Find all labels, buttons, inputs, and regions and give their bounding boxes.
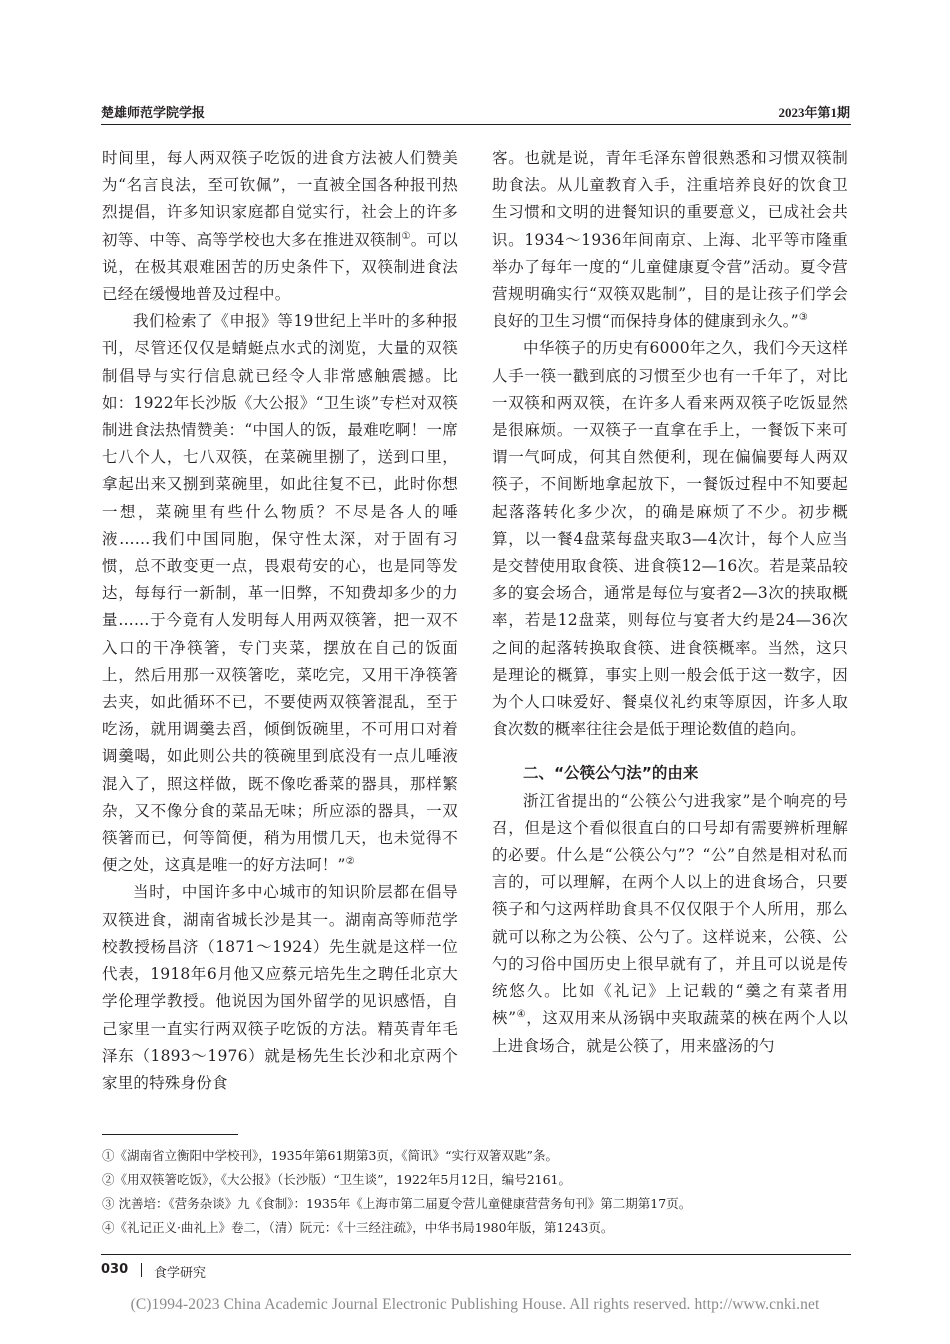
running-header-issue: 2023年第1期	[778, 105, 850, 120]
footnote-ref[interactable]: ①	[401, 230, 411, 242]
footnote-item: ③ 沈善培：《营务杂谈》九《食制》：1935年《上海市第二届夏令营儿童健康营营务旬刊》第二期第17页。	[102, 1196, 692, 1211]
paragraph	[102, 308, 458, 879]
left-column	[102, 145, 458, 1097]
copyright-watermark: (C)1994-2023 China Academic Journal Electronic Publishing House. All rights reserved. http://www.cnki.net	[130, 1296, 820, 1313]
journal-section-label: 食学研究	[154, 1266, 207, 1281]
footnote-ref[interactable]: ④	[516, 1009, 527, 1021]
page-number: 030	[101, 1262, 129, 1277]
paragraph-text: 客。也就是说，青年毛泽东曾很熟悉和习惯双筷制助食法。从儿童教育入手，注重培养良好的饮食卫生习惯和文明的进餐知识的重要意义，已成社会共识。1934～1936年间南京、上海、北平等市隆重举办了每年一度的“儿童健康夏令营”活动。夏令营营规明确实行“双筷双匙制”，目的是让孩子们学会良好的卫生习惯“而保持身体的健康到永久。”	[492, 149, 848, 331]
footer-rule	[101, 1254, 851, 1255]
paragraph-text: 我们检索了《申报》等19世纪上半叶的多种报刊，尽管还仅仅是蜻蜓点水式的浏览，大量的双筷制倡导与实行信息就已经令人非常感触震撼。比如：1922年长沙版《大公报》“卫生谈”专栏对双筷制进食法热情赞美：“中国人的饭，最难吃啊！一席七八个人，七八双筷，在菜碗里捌了，送到口里，拿起出来又捌到菜碗里，如此往复不已，此时你想一想，菜碗里有些什么物质？不尽是各人的唾液……我们中国同胞，保守性太深，对于固有习惯，总不敢变更一点，畏艰苟安的心，也是同等发达，每每行一新制，革一旧弊，不知费却多少的力量……于今竟有人发明每人用两双筷箸，把一双不入口的干净筷箸，专门夹菜，摆放在自己的饭面上，然后用那一双筷箸吃，菜吃完，又用干净筷箸去夹，如此循环不已，不要使两双筷箸混乱，至于吃汤，就用调羹去舀，倾倒饭碗里，不可用口对着调羹喝，如此则公共的筷碗里到底没有一点儿唾液混入了，照这样做，既不像吃番菜的器具，那样繁杂，又不像分食的菜品无味；所应添的器具，一双筷箸而已，何等简便，稍为用惯几天，也未觉得不便之处，这真是唯一的好方法呵！”	[102, 312, 458, 875]
running-header-journal: 楚雄师范学院学报	[101, 106, 206, 121]
footer-separator	[141, 1263, 142, 1277]
header-rule	[101, 124, 851, 125]
paragraph: 中华筷子的历史有6000年之久，我们今天这样人手一筷一戳到底的习惯至少也有一千年了，对比一双筷和两双筷，在许多人看来两双筷子吃饭显然是很麻烦。一双筷子一直拿在手上，一餐饭下来可谓一气呵成，何其自然便利，现在偏偏要每人两双筷子，不间断地拿起放下，一餐饭过程中不知要起起落落转化多少次，的确是麻烦了不少。初步概算，以一餐4盘菜每盘夹取3—4次计，每个人应当是交替使用取食筷、进食筷12—16次。若是菜品较多的宴会场合，通常是每位与宴者2—3次的挟取概率，若是12盘菜，则每位与宴者大约是24—36次之间的起落转换取食筷、进食筷概率。当然，这只是理论的概算，事实上则一般会低于这一数字，因为个人口味爱好、餐桌仪礼约束等原因，许多人取食次数的概率往往会是低于理论数值的趋向。	[492, 339, 848, 739]
footnote-ref[interactable]: ③	[798, 312, 808, 324]
paragraph-text: 时间里，每人两双筷子吃饭的进食方法被人们赞美为“名言良法，至可钦佩”，一直被全国各种报刊热烈提倡，许多知识家庭都自觉实行，社会上的许多初等、中等、高等学校也大多在推进双筷制	[102, 149, 458, 249]
paragraph: 当时，中国许多中心城市的知识阶层都在倡导双筷进食，湖南省城长沙是其一。湖南高等师范学校教授杨昌济（1871～1924）先生就是这样一位代表，1918年6月他又应蔡元培先生之聘任北京大学伦理学教授。他说因为国外留学的见识感悟，自己家里一直实行两双筷子吃饭的方法。精英青年毛泽东（1893～1976）就是杨先生长沙和北京两个家里的特殊身份食	[102, 883, 458, 1092]
footnotes	[102, 1144, 862, 1240]
paragraph	[492, 788, 848, 1060]
right-column	[492, 145, 848, 1060]
footnote-rule	[102, 1134, 238, 1135]
footnote-item: ②《用双筷箸吃饭》，《大公报》（长沙版）“卫生谈”，1922年5月12日，编号2161。	[102, 1172, 572, 1187]
footnote-item: ④《礼记正义·曲礼上》卷二，（清）阮元：《十三经注疏》，中华书局1980年版，第1243页。	[102, 1220, 614, 1235]
section-heading: 二、“公筷公勺法”的由来	[523, 764, 699, 783]
paragraph	[102, 145, 458, 308]
paragraph-text: 。可以说，在极其艰难困苦的历史条件下，双筷制进食法已经在缓慢地普及过程中。	[102, 230, 458, 304]
paragraph-text: ，这双用来从汤锅中夹取蔬菜的梜在两个人以上进食场合，就是公筷了，用来盛汤的勺	[492, 1009, 848, 1055]
paragraph	[492, 145, 848, 335]
footnote-item: ①《湖南省立衡阳中学校刊》，1935年第61期第3页，《简讯》“实行双箸双匙”条。	[102, 1148, 558, 1163]
paragraph-text: 浙江省提出的“公筷公勺进我家”是个响亮的号召，但是这个看似很直白的口号却有需要辨析理解的必要。什么是“公筷公勺”？“公”自然是相对私而言的，可以理解，在两个人以上的进食场合，只要筷子和勺这两样助食具不仅仅限于个人所用，那么就可以称之为公筷、公勺了。这样说来，公筷、公勺的习俗中国历史上很早就有了，并且可以说是传统悠久。比如《礼记》上记载的“羹之有菜者用梜”	[492, 791, 848, 1028]
footnote-ref[interactable]: ②	[345, 856, 355, 868]
